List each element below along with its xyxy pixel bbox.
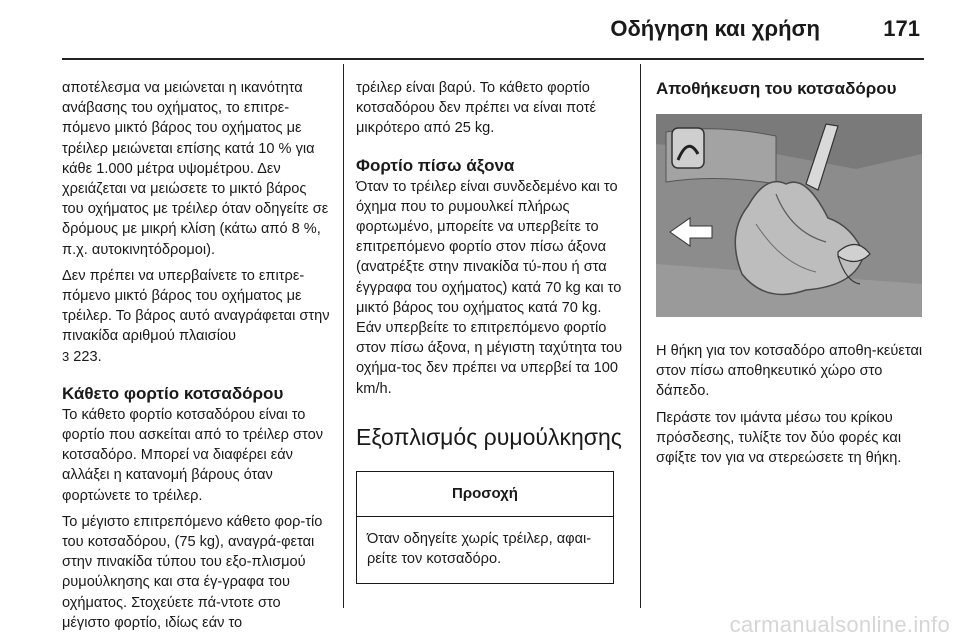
paragraph-vertical-load-max: Το μέγιστο επιτρεπόμενο κάθετο φορ-τίο του κοτσαδόρου, (75 kg), αναγρά-φεται στην πινακίδα τύπου του εξο-πλισμού ρυμούλκησης και στα έγ-γραφα του οχήματος. Στοχεύετε πά-ντοτε στο μέγιστο φορτίο, ιδίως εάν το [62, 513, 323, 631]
column-left [62, 78, 330, 639]
header-rule [62, 58, 924, 60]
paragraph-gross-weight-text: Δεν πρέπει να υπερβαίνετε το επιτρε-πόμενο μικτό βάρος του οχήματος με τρέιλερ. Το βάρος αυτό αναγράφεται στην πινακίδα αριθμού πλαισίου [62, 267, 330, 345]
column-right [656, 78, 926, 474]
caution-text: Όταν οδηγείτε χωρίς τρέιλερ, αφαι-ρείτε τον κοτσαδόρο. [367, 531, 592, 568]
tow-bar-bag-illustration [656, 114, 922, 317]
page-ref-arrow-icon: 3 [62, 348, 70, 364]
heading-rear-axle-load: Φορτίο πίσω άξονα [356, 155, 515, 175]
page-header [0, 0, 960, 58]
caution-box [356, 471, 614, 585]
paragraph-vertical-load-min: τρέιλερ είναι βαρύ. Το κάθετο φορτίο κοτσαδόρου δεν πρέπει να είναι ποτέ μικρότερο από 25 kg. [356, 80, 597, 137]
page-ref-link[interactable]: 223. [73, 348, 102, 365]
caution-title: Προσοχή [357, 472, 613, 517]
column-middle [356, 78, 626, 584]
page-title: Οδήγηση και χρήση [610, 16, 820, 41]
paragraph-vertical-load-def: Το κάθετο φορτίο κοτσαδόρου είναι το φορτίο που ασκείται από το τρέιλερ στον κοτσαδόρο. Μπορεί να διαφέρει εάν αλλάξει η κατανομή βάρους όταν φορτώνετε το τρέιλερ. [62, 406, 324, 504]
column-divider-2 [640, 64, 641, 608]
paragraph-bag-location: Η θήκη για τον κοτσαδόρο αποθη-κεύεται στον πίσω αποθηκευτικό χώρο στο δάπεδο. [656, 343, 923, 400]
paragraph-altitude: αποτέλεσμα να μειώνεται η ικανότητα ανάβασης του οχήματος, το επιτρε-πόμενο μικτό βάρος του οχήματος με τρέιλερ μειώνεται επίσης κατά 10 % για κάθε 1.000 μέτρα υψομέτρου. Δεν χρειάζεται να μειώσετε το μικτό βάρος του οχήματος με τρέιλερ όταν οδηγείτε σε δρόμους με μικρή κλίση (κάτω από 8 %, π.χ. αυτοκινητόδρομοι). [62, 80, 329, 258]
paragraph-rear-axle-load: Όταν το τρέιλερ είναι συνδεδεμένο και το όχημα που το ρυμουλκεί πλήρως φορτωμένο, μπορείτε να υπερβείτε το επιτρεπόμενο φορτίο στον πίσω άξονα (ανατρέξτε στην πινακίδα τύ-που ή στα έγγραφα του οχήματος) κατά 70 kg και το μικτό βάρος του οχήματος κατά 70 kg. Εάν υπερβείτε το επιτρεπόμενο φορτίο στον πίσω άξονα, η μέγιστη ταχύτητα του οχήμα-τος δεν πρέπει να υπερβεί τα 100 km/h. [356, 178, 623, 397]
heading-towing-equipment: Εξοπλισμός ρυμούλκησης [356, 423, 622, 450]
column-divider-1 [343, 64, 344, 608]
heading-vertical-load: Κάθετο φορτίο κοτσαδόρου [62, 383, 284, 403]
paragraph-bag-fastening: Περάστε τον ιμάντα μέσω του κρίκου πρόσδεσης, τυλίξτε τον δύο φορές και σφίξτε τον για να στερεώσετε τη θήκη. [656, 409, 902, 467]
heading-tow-bar-storage: Αποθήκευση του κοτσαδόρου [656, 79, 897, 98]
page-number: 171 [883, 16, 920, 41]
watermark: carmanualsonline.info [729, 612, 950, 637]
paragraph-gross-weight [62, 266, 330, 367]
